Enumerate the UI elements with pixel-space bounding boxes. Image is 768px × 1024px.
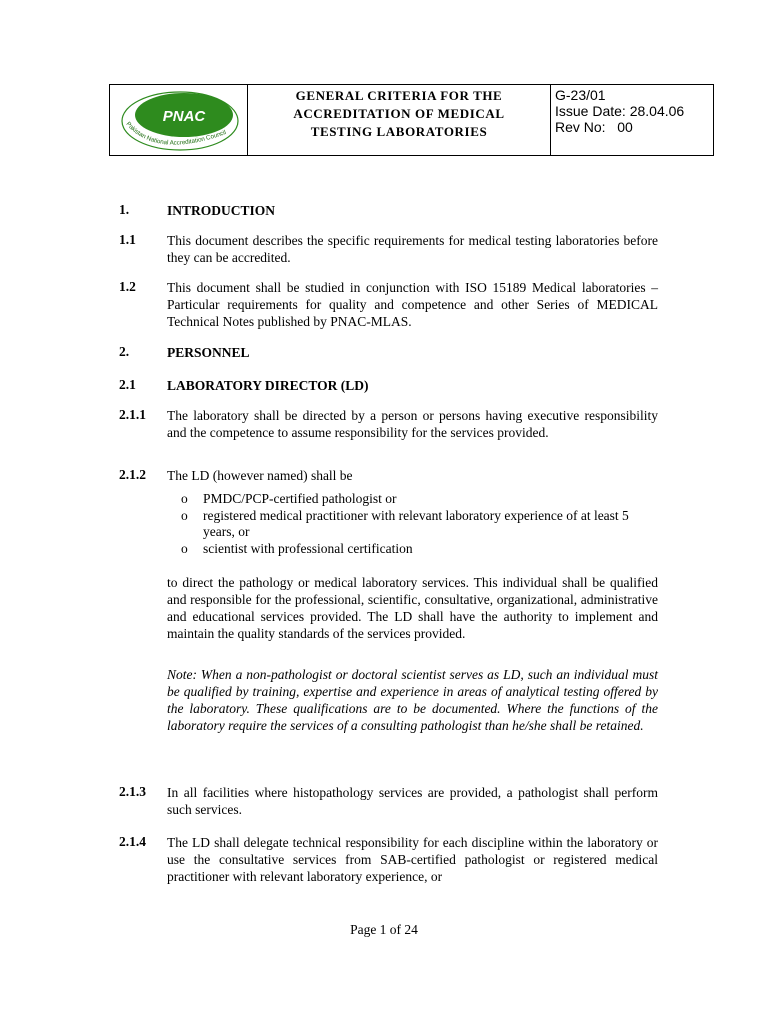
doc-code: G-23/01 <box>555 87 606 103</box>
document-header-table <box>109 84 714 156</box>
logo-cell <box>110 85 248 155</box>
bullet-marker: o <box>181 507 188 523</box>
clause-number: 2.1.2 <box>119 467 146 482</box>
clause-text: The LD (however named) shall be <box>167 468 353 483</box>
clause-number: 1.1 <box>119 232 136 247</box>
title-line-1: GENERAL CRITERIA FOR THE <box>295 88 503 103</box>
clause-text: The LD shall delegate technical responsibility for each discipline within the laboratory or use the consultative services from SAB-certified pathologist or registered medical practitioner with relevant laboratory experience, or <box>167 835 658 884</box>
bullet-marker: o <box>181 491 188 506</box>
bullet-list <box>167 491 658 557</box>
logo-arc-text: Pakistan National Accreditation Council <box>124 120 228 147</box>
clause-text: In all facilities where histopathology services are provided, a pathologist shall perform such services. <box>167 785 658 817</box>
section-heading: INTRODUCTION <box>167 203 276 218</box>
section-number: 2. <box>119 344 130 359</box>
clause-number: 2.1.1 <box>119 407 146 422</box>
clause-continuation: to direct the pathology or medical laboratory services. This individual shall be qualified and responsible for the professional, scientific, consultative, organizational, administrative and educational services provided. The LD shall have the authority to implement and maintain the quality standards of the services provided. <box>167 575 658 641</box>
section-heading: PERSONNEL <box>167 345 250 360</box>
section-number: 1. <box>119 202 130 217</box>
title-line-2: ACCREDITATION OF MEDICAL <box>293 106 505 121</box>
bullet-marker: o <box>181 540 188 556</box>
document-title <box>293 87 504 141</box>
clause-text: This document shall be studied in conjunction with ISO 15189 Medical laboratories – Particular requirements for quality and competence and other Series of MEDICAL Technical Notes published by PNAC-MLAS. <box>167 280 658 329</box>
subsection-heading: LABORATORY DIRECTOR (LD) <box>167 378 369 393</box>
doc-info-cell <box>551 85 713 155</box>
title-line-3: TESTING LABORATORIES <box>310 124 488 139</box>
clause-number: 2.1 <box>119 377 136 392</box>
title-cell <box>248 85 551 155</box>
clause-text: This document describes the specific requirements for medical testing laboratories before they can be accredited. <box>167 233 658 265</box>
logo-text: PNAC <box>162 108 206 125</box>
rev-no: Rev No: 00 <box>555 119 633 135</box>
list-item: o PMDC/PCP-certified pathologist or <box>181 491 397 506</box>
issue-date: Issue Date: 28.04.06 <box>555 103 685 119</box>
list-item: o scientist with professional certification <box>181 540 413 556</box>
page-footer: Page 1 of 24 <box>350 922 418 937</box>
clause-number: 2.1.4 <box>119 834 146 849</box>
pnac-logo <box>118 90 240 154</box>
note-text: Note: When a non-pathologist or doctoral scientist serves as LD, such an individual must be qualified by training, expertise and experience in areas of analytical testing offered by the laboratory. These qualifications are to be documented. Where the functions of the laboratory require the services of a consulting pathologist than he/she shall be retained. <box>167 667 658 733</box>
clause-number: 1.2 <box>119 279 136 294</box>
clause-number: 2.1.3 <box>119 784 146 799</box>
list-item: o registered medical practitioner with relevant laboratory experience of at least 5 years, or <box>181 507 629 539</box>
clause-text: The laboratory shall be directed by a person or persons having executive responsibility and the competence to assume responsibility for the services provided. <box>167 408 658 440</box>
